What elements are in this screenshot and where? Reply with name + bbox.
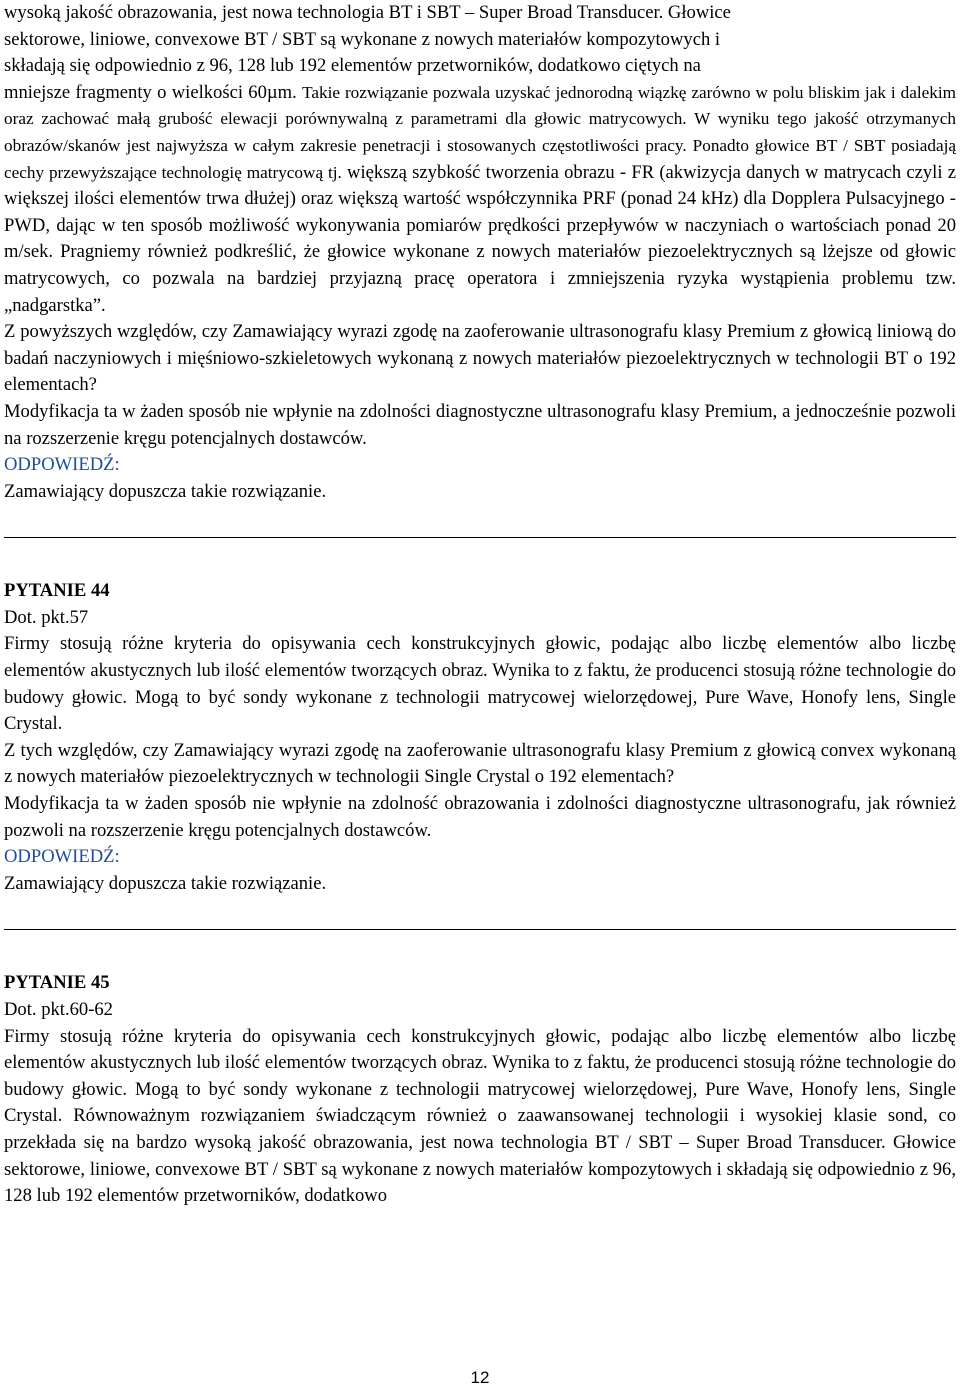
question-45-reference: Dot. pkt.60-62: [4, 999, 113, 1020]
document-page: [4, 0, 956, 1210]
continued-line-1: wysoką jakość obrazowania, jest nowa technologia BT i SBT – Super Broad Transducer. Głowice: [4, 2, 731, 23]
continued-rest-text: większą szybkość tworzenia obrazu - FR (akwizycja danych w matrycach czyli z większej ilości elementów trwa dłużej) oraz większą wartość współczynnika PRF (ponad 24 kHz) dla Dopplera Pulsacyjnego - PWD, dając w ten sposób możliwość wykonywania pomiarów prędkości przepływów w naczyniach o wartościach ponad 20 m/sek. Pragniemy również podkreślić, że głowice wykonane z nowych materiałów piezoelektrycznych są lżejsze od głowic matrycowych, co pozwala na bardziej przyjazną pracę operatora i zmniejszenia ryzyka wystąpienia problemu tzw. „nadgarstka”.: [4, 161, 956, 316]
question-44-answer-heading: ODPOWIEDŹ:: [4, 846, 120, 868]
answer-text: Zamawiający dopuszcza takie rozwiązanie.: [4, 480, 327, 502]
question-44-title: PYTANIE 44: [4, 580, 110, 602]
page-number: 12: [470, 1368, 490, 1387]
question-44-reference: Dot. pkt.57: [4, 606, 89, 628]
answer-heading: ODPOWIEDŹ:: [4, 454, 120, 476]
question-44-answer-text: Zamawiający dopuszcza takie rozwiązanie.: [4, 872, 327, 894]
question-44-body: Firmy stosują różne kryteria do opisywania cech konstrukcyjnych głowic, podając albo liczbę elementów albo liczbę elementów akustycznych lub ilość elementów tworzących obraz. Wynika to z faktu, że producenci stosują różne technologie do budowy głowic. Mogą to być sondy wykonane z technologii matrycowej wielorzędowej, Pure Wave, Honofy lens, Single Crystal.: [4, 633, 956, 735]
continued-small-text: Takie rozwiązanie pozwala uzyskać jednorodną wiązkę zarówno w polu bliskim jak i dalekim oraz zachować małą grubość elewacji porównywalną z parametrami dla głowic matrycowych. W wyniku tego jakość otrzymanych obrazów/skanów jest najwyższa w całym zakresie penetracji i stosowanych częstotliwości pracy. Ponadto głowice BT / SBT posiadają cechy przewyższające technologię matrycową tj.: [4, 82, 956, 182]
question-44-modification: Modyfikacja ta w żaden sposób nie wpłynie na zdolność obrazowania i zdolności diagnostyczne ultrasonografu, jak również pozwoli na rozszerzenie kręgu potencjalnych dostawców.: [4, 793, 956, 841]
continued-line-4: mniejsze fragmenty o wielkości 60µm.: [4, 81, 297, 103]
modification-paragraph: Modyfikacja ta w żaden sposób nie wpłynie na zdolności diagnostyczne ultrasonografu klasy Premium, a jednocześnie pozwoli na rozszerzenie kręgu potencjalnych dostawców.: [4, 400, 956, 449]
continued-paragraph: [4, 0, 956, 319]
continued-line-3: składają się odpowiednio z 96, 128 lub 192 elementów przetworników, dodatkowo ciętych na: [4, 55, 701, 77]
continued-line-2: sektorowe, liniowe, convexowe BT / SBT są wykonane z nowych materiałów kompozytowych i: [4, 28, 721, 50]
question-44-question: Z tych względów, czy Zamawiający wyrazi zgodę na zaoferowanie ultrasonografu klasy Premium z głowicą convex wykonaną z nowych materiałów piezoelektrycznych w technologii Single Crystal o 192 elementach?: [4, 739, 956, 788]
question-45-title: PYTANIE 45: [4, 972, 110, 994]
question-paragraph: Z powyższych względów, czy Zamawiający wyrazi zgodę na zaoferowanie ultrasonografu klasy Premium z głowicą liniową do badań naczyniowych i mięśniowo-szkieletowych wykonaną z nowych materiałów piezoelektrycznych w technologii BT o 192 elementach?: [4, 321, 956, 396]
question-45-body: Firmy stosują różne kryteria do opisywania cech konstrukcyjnych głowic, podając albo liczbę elementów albo liczbę elementów akustycznych lub ilość elementów tworzących obraz. Wynika to z faktu, że producenci stosują różne technologie do budowy głowic. Mogą to być sondy wykonane z technologii matrycowej wielorzędowej, Pure Wave, Honofy lens, Single Crystal. Równoważnym rozwiązaniem świadczącym również o zaawansowanej technologii i wysokiej klasie sond, co przekłada się na bardzo wysoką jakość obrazowania, jest nowa technologia BT / SBT – Super Broad Transducer. Głowice sektorowe, liniowe, convexowe BT / SBT są wykonane z nowych materiałów kompozytowych i składają się odpowiednio z 96, 128 lub 192 elementów przetworników, dodatkowo: [4, 1025, 956, 1207]
